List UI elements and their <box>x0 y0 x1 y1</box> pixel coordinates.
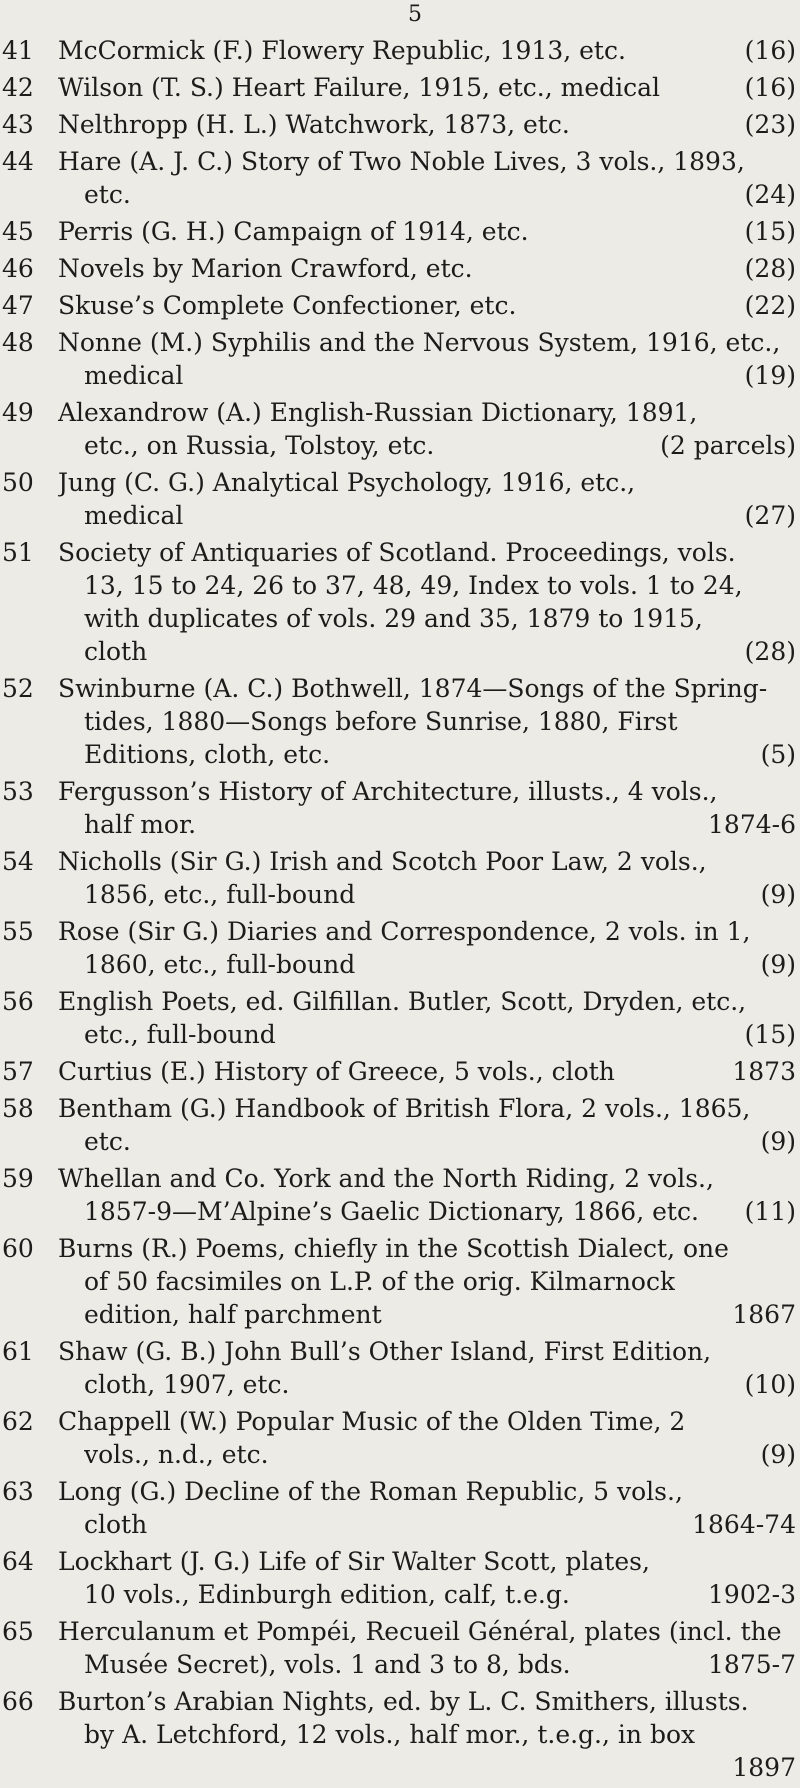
lot-line-count: (15) <box>744 217 796 246</box>
lot-line-text: 1860, etc., full-bound <box>84 950 356 979</box>
lot-entry <box>0 145 800 211</box>
lot-line <box>58 1718 796 1751</box>
lot-line-text: Perris (G. H.) Campaign of 1914, etc. <box>58 217 529 246</box>
lot-entry <box>0 108 800 141</box>
lot-line <box>58 1508 796 1541</box>
lot-entry <box>0 466 800 532</box>
lot-line-text: Editions, cloth, etc. <box>84 740 331 769</box>
lot-line-text: cloth, 1907, etc. <box>84 1370 290 1399</box>
lot-line <box>58 71 796 104</box>
lot-line <box>58 108 796 141</box>
lot-line-text: cloth <box>84 637 148 666</box>
lot-line-count <box>786 915 796 948</box>
lot-line <box>58 948 796 981</box>
lot-line-text: Nelthropp (H. L.) Watchwork, 1873, etc. <box>58 110 570 139</box>
lot-line <box>58 1438 796 1471</box>
lot-number: 49 <box>2 398 34 427</box>
lot-line-text: Nicholls (Sir G.) Irish and Scotch Poor Law, 2 vols., <box>58 847 707 876</box>
lot-number: 62 <box>2 1407 34 1436</box>
lot-entry <box>0 845 800 911</box>
lot-line <box>58 466 796 499</box>
lot-entry <box>0 915 800 981</box>
lot-description <box>58 1055 796 1088</box>
lot-line-count: 1902-3 <box>708 1580 796 1609</box>
lot-line-count: (16) <box>744 36 796 65</box>
lot-line <box>58 1232 796 1265</box>
lot-line-count: 1864-74 <box>692 1510 796 1539</box>
lot-line-text: medical <box>84 501 184 530</box>
lot-description <box>58 1615 796 1681</box>
lot-entry <box>0 536 800 668</box>
lot-line <box>58 915 796 948</box>
lot-number: 55 <box>2 917 34 946</box>
lot-line-text: Swinburne (A. C.) Bothwell, 1874—Songs of the Spring- <box>58 674 768 703</box>
lot-description <box>58 34 796 67</box>
lot-line-count: 1874-6 <box>708 810 796 839</box>
lot-line-count <box>786 536 796 569</box>
lot-description <box>58 1335 796 1401</box>
lot-line <box>58 1578 796 1611</box>
lot-line-count <box>786 985 796 1018</box>
lot-description <box>58 536 796 668</box>
lot-entry <box>0 215 800 248</box>
lot-description <box>58 1475 796 1541</box>
lot-line <box>58 1092 796 1125</box>
lot-line-count <box>786 1545 796 1578</box>
lot-line-text: 13, 15 to 24, 26 to 37, 48, 49, Index to vols. 1 to 24, <box>84 571 743 600</box>
lot-line-text: Burns (R.) Poems, chiefly in the Scottish Dialect, one <box>58 1234 729 1263</box>
lot-number: 54 <box>2 847 34 876</box>
lot-description <box>58 775 796 841</box>
lot-line-count: (23) <box>744 110 796 139</box>
lot-line-count <box>786 1265 796 1298</box>
lot-line-count <box>786 602 796 635</box>
lot-number: 41 <box>2 36 34 65</box>
lot-line-count: (5) <box>760 740 796 769</box>
lot-description <box>58 1232 796 1331</box>
lot-number: 51 <box>2 538 34 567</box>
lot-description <box>58 145 796 211</box>
lot-line <box>58 705 796 738</box>
lot-number: 53 <box>2 777 34 806</box>
lot-number: 46 <box>2 254 34 283</box>
lot-line <box>58 775 796 808</box>
lot-line-text: Hare (A. J. C.) Story of Two Noble Lives, 3 vols., 1893, <box>58 147 745 176</box>
lot-line-count: (22) <box>744 291 796 320</box>
lot-line-count <box>786 1615 796 1648</box>
lot-line <box>58 326 796 359</box>
lot-line-count <box>786 775 796 808</box>
lot-line-count: (27) <box>744 501 796 530</box>
lot-line-text: 1856, etc., full-bound <box>84 880 356 909</box>
lot-description <box>58 1685 796 1784</box>
lot-number: 44 <box>2 147 34 176</box>
lot-line <box>58 1162 796 1195</box>
lot-entry <box>0 985 800 1051</box>
lot-line-count: (28) <box>744 637 796 666</box>
lot-line <box>58 289 796 322</box>
lot-line-count: (24) <box>744 180 796 209</box>
lot-line-text: with duplicates of vols. 29 and 35, 1879 to 1915, <box>84 604 703 633</box>
lot-number: 43 <box>2 110 34 139</box>
lot-line <box>58 1545 796 1578</box>
lot-line-count <box>786 1718 796 1751</box>
lot-line <box>58 845 796 878</box>
lot-line <box>58 1648 796 1681</box>
lot-description <box>58 289 796 322</box>
lot-entry <box>0 1545 800 1611</box>
lot-description <box>58 1092 796 1158</box>
lot-entry <box>0 1335 800 1401</box>
lot-line-count: (9) <box>760 1440 796 1469</box>
lot-line <box>58 359 796 392</box>
lot-entry <box>0 1055 800 1088</box>
lot-line-count: (10) <box>744 1370 796 1399</box>
lot-number: 48 <box>2 328 34 357</box>
lot-line <box>58 34 796 67</box>
lot-entry <box>0 1232 800 1331</box>
lot-line-count: (2 parcels) <box>660 431 796 460</box>
lot-entry <box>0 1092 800 1158</box>
lot-line-text: medical <box>84 361 184 390</box>
lot-line-count: 1867 <box>732 1300 796 1329</box>
lot-line-text: Novels by Marion Crawford, etc. <box>58 254 473 283</box>
lot-number: 57 <box>2 1057 34 1086</box>
lot-entry <box>0 1162 800 1228</box>
lot-line-count <box>786 1232 796 1265</box>
lot-line-text: of 50 facsimiles on L.P. of the orig. Kilmarnock <box>84 1267 676 1296</box>
lot-number: 64 <box>2 1547 34 1576</box>
lot-line <box>58 738 796 771</box>
lot-line <box>58 1751 796 1784</box>
lot-line-count <box>786 569 796 602</box>
lot-line-count <box>786 1335 796 1368</box>
lot-line <box>58 1055 796 1088</box>
lot-line-count <box>786 1092 796 1125</box>
lot-line <box>58 1298 796 1331</box>
lot-line <box>58 215 796 248</box>
lot-line-text: Alexandrow (A.) English-Russian Dictionary, 1891, <box>58 398 698 427</box>
lot-line-text: Lockhart (J. G.) Life of Sir Walter Scott, plates, <box>58 1547 650 1576</box>
lot-description <box>58 71 796 104</box>
lot-entry <box>0 672 800 771</box>
lot-line-count: 1897 <box>732 1753 796 1782</box>
lot-line-text: Wilson (T. S.) Heart Failure, 1915, etc., medical <box>58 73 661 102</box>
lot-list <box>0 34 800 1788</box>
lot-description <box>58 252 796 285</box>
lot-line-text: Chappell (W.) Popular Music of the Olden Time, 2 <box>58 1407 686 1436</box>
lot-number: 63 <box>2 1477 34 1506</box>
lot-description <box>58 396 796 462</box>
lot-line-text: etc., on Russia, Tolstoy, etc. <box>84 431 435 460</box>
lot-description <box>58 845 796 911</box>
lot-number: 66 <box>2 1687 34 1716</box>
lot-line <box>58 672 796 705</box>
lot-entry <box>0 775 800 841</box>
lot-line <box>58 1195 796 1228</box>
lot-description <box>58 915 796 981</box>
lot-line-count <box>786 145 796 178</box>
lot-line-text: McCormick (F.) Flowery Republic, 1913, etc. <box>58 36 626 65</box>
lot-line-count: (28) <box>744 254 796 283</box>
lot-description <box>58 466 796 532</box>
lot-line <box>58 1405 796 1438</box>
lot-line-count: (9) <box>760 880 796 909</box>
lot-line-text: 10 vols., Edinburgh edition, calf, t.e.g. <box>84 1580 570 1609</box>
lot-entry <box>0 1685 800 1784</box>
lot-line <box>58 1335 796 1368</box>
lot-line <box>58 1685 796 1718</box>
lot-line-count: (9) <box>760 950 796 979</box>
lot-line <box>58 536 796 569</box>
lot-line-text: Nonne (M.) Syphilis and the Nervous System, 1916, etc., <box>58 328 781 357</box>
lot-line-count <box>786 845 796 878</box>
lot-line-text: Whellan and Co. York and the North Riding, 2 vols., <box>58 1164 714 1193</box>
lot-line-count: 1875-7 <box>708 1650 796 1679</box>
lot-line <box>58 1125 796 1158</box>
lot-line-count: (19) <box>744 361 796 390</box>
lot-line-count <box>786 466 796 499</box>
lot-line-text: half mor. <box>84 810 197 839</box>
lot-line-text: Society of Antiquaries of Scotland. Proceedings, vols. <box>58 538 736 567</box>
lot-line-text: tides, 1880—Songs before Sunrise, 1880, First <box>84 707 678 736</box>
lot-line-text: etc., full-bound <box>84 1020 276 1049</box>
lot-line-text: Curtius (E.) History of Greece, 5 vols., cloth <box>58 1057 615 1086</box>
lot-line-text: Rose (Sir G.) Diaries and Correspondence, 2 vols. in 1, <box>58 917 751 946</box>
lot-number: 50 <box>2 468 34 497</box>
page-number: 5 <box>408 2 422 27</box>
lot-number: 42 <box>2 73 34 102</box>
lot-line <box>58 635 796 668</box>
lot-entry <box>0 1405 800 1471</box>
lot-line-count <box>786 705 796 738</box>
lot-line-text: Jung (C. G.) Analytical Psychology, 1916, etc., <box>58 468 636 497</box>
lot-line <box>58 429 796 462</box>
lot-line-text: Herculanum et Pompéi, Recueil Général, plates (incl. the <box>58 1617 782 1646</box>
lot-line-text: etc. <box>84 180 131 209</box>
lot-line <box>58 145 796 178</box>
lot-line <box>58 252 796 285</box>
lot-line-text: by A. Letchford, 12 vols., half mor., t.e.g., in box <box>84 1720 696 1749</box>
lot-line-text: Bentham (G.) Handbook of British Flora, 2 vols., 1865, <box>58 1094 751 1123</box>
lot-line-count <box>786 1685 796 1718</box>
lot-entry <box>0 326 800 392</box>
lot-line <box>58 396 796 429</box>
lot-line-count <box>786 396 796 429</box>
lot-line-text: Shaw (G. B.) John Bull’s Other Island, First Edition, <box>58 1337 712 1366</box>
lot-description <box>58 326 796 392</box>
lot-description <box>58 1545 796 1611</box>
lot-description <box>58 672 796 771</box>
lot-number: 56 <box>2 987 34 1016</box>
lot-line <box>58 878 796 911</box>
lot-number: 61 <box>2 1337 34 1366</box>
lot-description <box>58 985 796 1051</box>
lot-line-count: (15) <box>744 1020 796 1049</box>
lot-line <box>58 1265 796 1298</box>
lot-line-count <box>786 1405 796 1438</box>
lot-line-text: vols., n.d., etc. <box>84 1440 269 1469</box>
lot-line <box>58 569 796 602</box>
lot-line-text: Fergusson’s History of Architecture, illusts., 4 vols., <box>58 777 718 806</box>
lot-description <box>58 1162 796 1228</box>
lot-number: 59 <box>2 1164 34 1193</box>
lot-number: 58 <box>2 1094 34 1123</box>
lot-description <box>58 108 796 141</box>
lot-line <box>58 808 796 841</box>
lot-entry <box>0 396 800 462</box>
lot-entry <box>0 289 800 322</box>
lot-line-text: etc. <box>84 1127 131 1156</box>
lot-line <box>58 1018 796 1051</box>
lot-entry <box>0 1475 800 1541</box>
lot-entry <box>0 252 800 285</box>
lot-line-text: 1857-9—M’Alpine’s Gaelic Dictionary, 1866, etc. <box>84 1197 699 1226</box>
lot-entry <box>0 34 800 67</box>
lot-line-text: Burton’s Arabian Nights, ed. by L. C. Smithers, illusts. <box>58 1687 749 1716</box>
lot-line <box>58 1615 796 1648</box>
lot-line <box>58 499 796 532</box>
lot-line-count: 1873 <box>732 1057 796 1086</box>
lot-description <box>58 215 796 248</box>
lot-line-text: cloth <box>84 1510 148 1539</box>
lot-line-count <box>786 1475 796 1508</box>
lot-line <box>58 1368 796 1401</box>
lot-entry <box>0 71 800 104</box>
lot-number: 45 <box>2 217 34 246</box>
lot-line <box>58 178 796 211</box>
lot-line-text: Skuse’s Complete Confectioner, etc. <box>58 291 517 320</box>
lot-line-count: (11) <box>744 1197 796 1226</box>
lot-line <box>58 985 796 1018</box>
lot-line-text: English Poets, ed. Gilfillan. Butler, Scott, Dryden, etc., <box>58 987 747 1016</box>
lot-line-count: (9) <box>760 1127 796 1156</box>
lot-line-count <box>786 672 796 705</box>
lot-line <box>58 602 796 635</box>
lot-entry <box>0 1615 800 1681</box>
lot-number: 65 <box>2 1617 34 1646</box>
lot-line-count <box>786 1162 796 1195</box>
lot-line-text: Musée Secret), vols. 1 and 3 to 8, bds. <box>84 1650 571 1679</box>
lot-line <box>58 1475 796 1508</box>
lot-number: 52 <box>2 674 34 703</box>
lot-number: 60 <box>2 1234 34 1263</box>
lot-line-text: Long (G.) Decline of the Roman Republic, 5 vols., <box>58 1477 683 1506</box>
lot-number: 47 <box>2 291 34 320</box>
lot-description <box>58 1405 796 1471</box>
lot-line-count <box>786 326 796 359</box>
lot-line-count: (16) <box>744 73 796 102</box>
lot-line-text: edition, half parchment <box>84 1300 382 1329</box>
